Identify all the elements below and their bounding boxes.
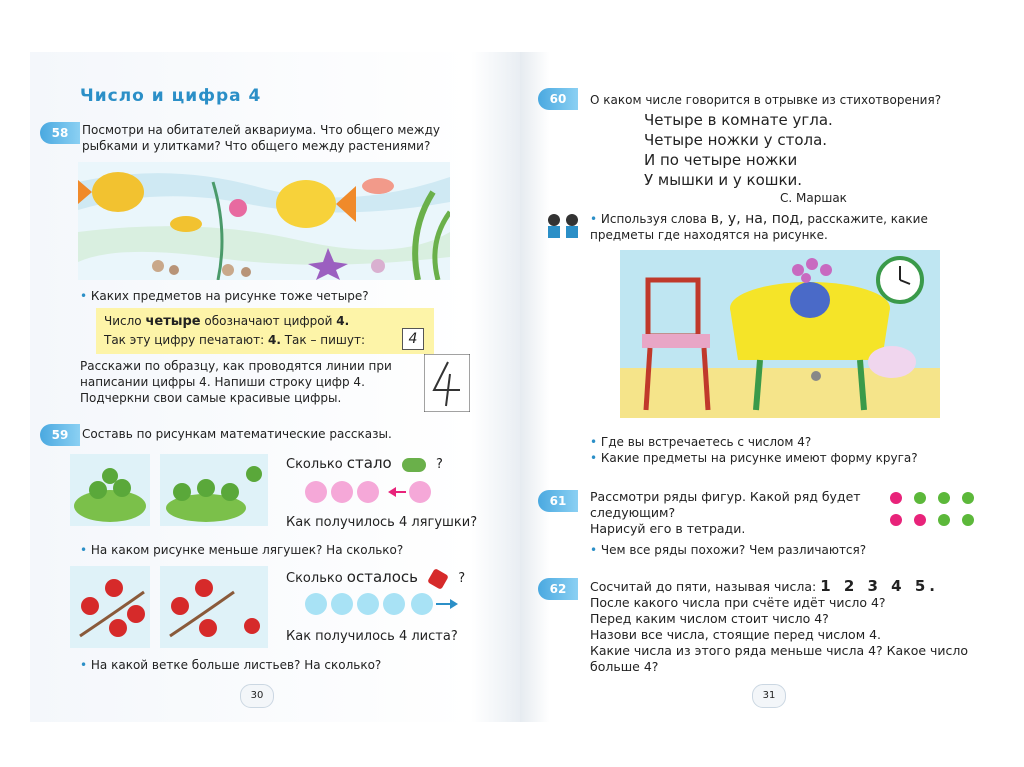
task-60-questions: • Где вы встречаетесь с числом 4? • Какие предметы на рисунке имеют форму круга? [590,434,918,466]
frogs-picture-1 [70,454,150,526]
task-59-q1: Сколько стало ? [286,454,443,472]
task-58-number: 58 [40,122,80,144]
task-58-question: • Каких предметов на рисунке тоже четыре? [80,288,369,304]
fish-3 [276,180,336,228]
task-59-q3: • На каком рисунке меньше лягушек? На сколько? [80,542,403,558]
dot [962,492,974,504]
task-59-text: Составь по рисункам математические рассказы. [82,427,392,441]
dot [890,492,902,504]
task-59-number: 59 [40,424,80,446]
blue-bead-row [302,590,462,618]
task-60-text: О каком числе говорится в отрывке из стихотворения? [590,93,942,107]
task-59-q6: • На какой ветке больше листьев? На сколько? [80,657,381,673]
aquarium-illustration [78,162,450,280]
task-59-q5: Как получилось 4 листа? [286,629,458,644]
task-58-instructions: Расскажи по образцу, как проводятся линии при написании цифры 4. Напиши строку цифр 4. Подчеркни свои самые красивые цифры. [80,359,392,405]
fish-2 [170,216,202,232]
info-box-line-1: Число четыре обозначают цифрой 4. [104,314,350,329]
task-62-text: Сосчитай до пяти, называя числа: 1 2 3 4 5. После какого числа при счёте идёт число 4? Перед каким числом стоит число 4? Назови все числа, стоящие перед числом 4. Какие числа из этого ряда меньше числа 4? Какое число больше 4? [590,577,969,674]
cat [868,346,916,378]
task-61-question: • Чем все ряды похожи? Чем различаются? [590,542,866,558]
task-61-text: Рассмотри ряды фигур. Какой ряд будет следующим? Нарисуй его в тетради. [590,489,861,536]
frog-icon [402,458,426,472]
task-61-number: 61 [538,490,578,512]
dot [962,514,974,526]
info-box-line-2: Так эту цифру печатают: 4. Так – пишут: [104,333,366,347]
task-60-number: 60 [538,88,578,110]
dot [890,514,902,526]
page-title: Число и цифра 4 [80,86,262,106]
poem: Четыре в комнате угла. Четыре ножки у стола. И по четыре ножки У мышки и у кошки. [644,111,833,189]
branch-picture-2 [160,566,268,648]
dot [914,492,926,504]
written-digit-box: 4 [402,328,424,350]
task-59-q2: Как получилось 4 лягушки? [286,515,478,530]
poem-author: С. Маршак [780,191,847,205]
branch-picture-1 [70,566,150,648]
task-58-text: Посмотри на обитателей аквариума. Что общего между рыбками и улитками? Что общего между растениями? [82,123,441,153]
leaf-icon [427,568,449,590]
mouse [811,371,821,381]
page-number-right: 31 [752,684,786,708]
vase [790,282,830,318]
page-number-left: 30 [240,684,274,708]
frogs-picture-2 [160,454,268,526]
dot [938,514,950,526]
fish-4 [362,178,394,194]
dot [914,514,926,526]
children-icon [544,210,584,240]
fish-1 [92,172,144,212]
room-illustration [620,250,940,418]
snail [371,259,385,273]
dot-pattern [890,492,974,526]
task-60-instruction: • Используя слова в, у, на, под, расскажите, какие предметы где находятся на рисунке. [590,211,928,243]
digit-4-stroke-guide [424,354,470,412]
task-59-q4: Сколько осталось ? [286,568,465,587]
pink-bead-row [302,478,462,506]
task-62-number: 62 [538,578,578,600]
dot [938,492,950,504]
